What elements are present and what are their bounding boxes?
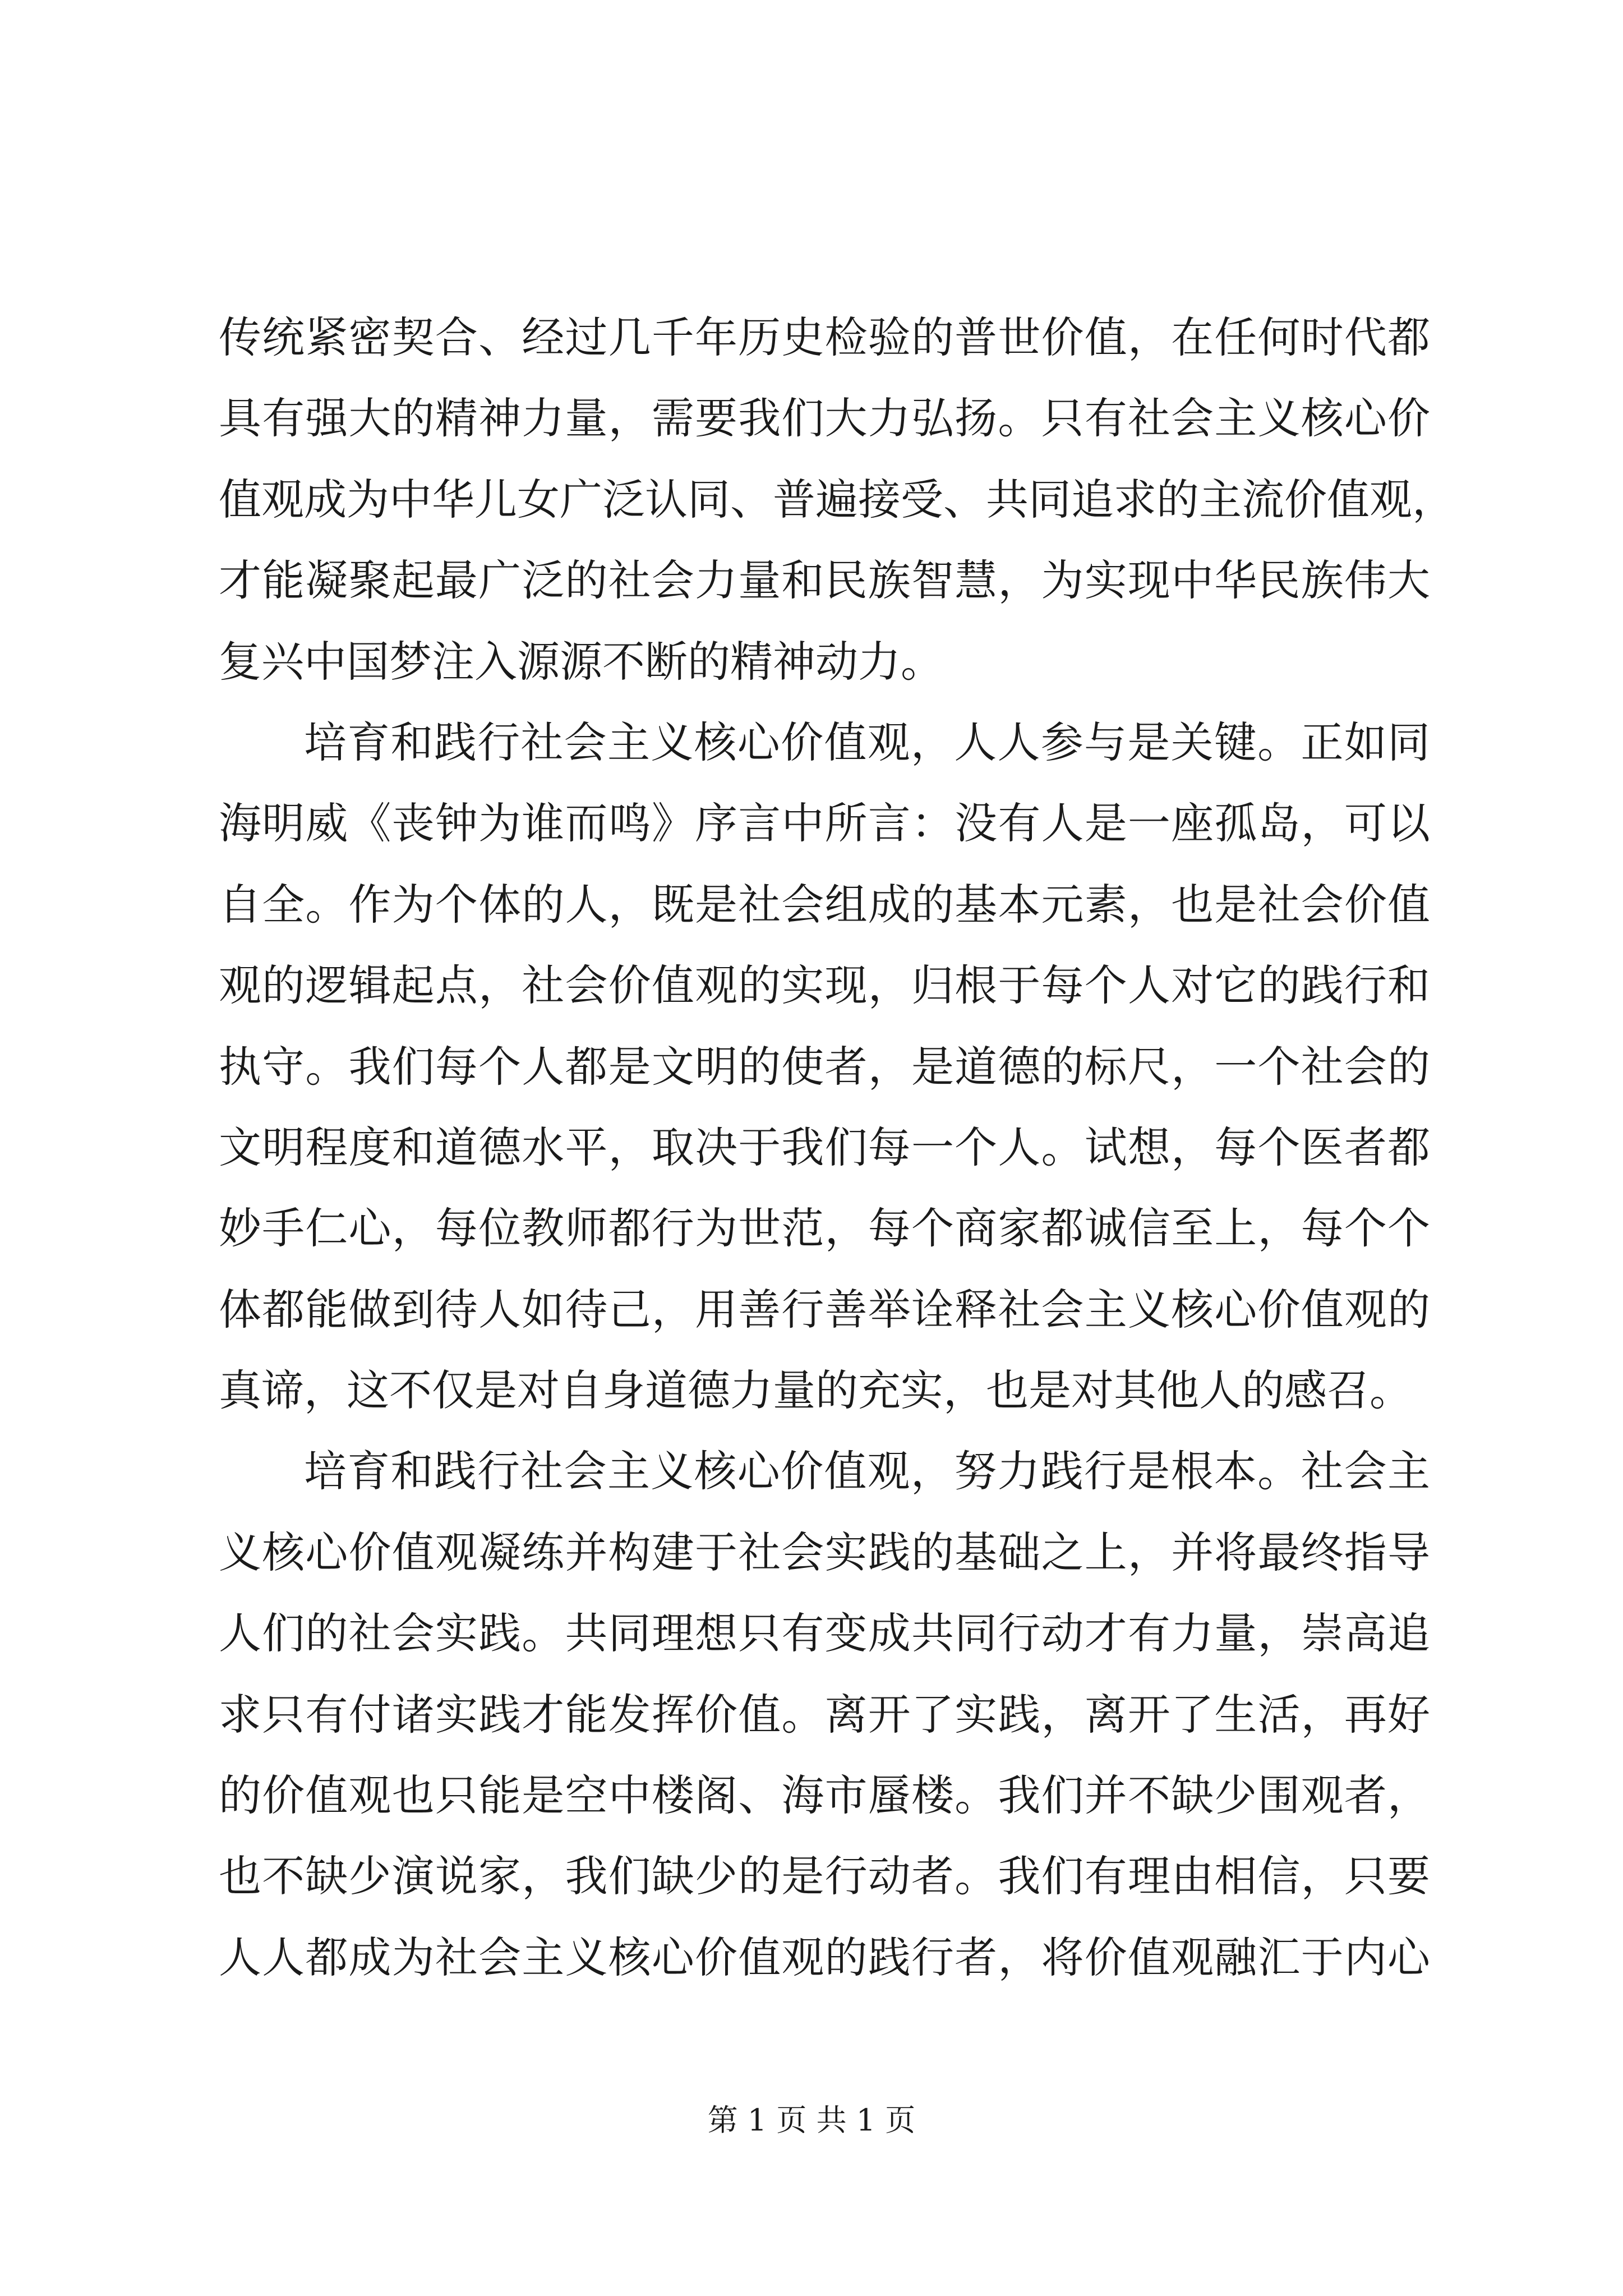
text-line: 也不缺少演说家，我们缺少的是行动者。我们有理由相信，只要 (219, 1851, 1430, 1902)
text-line: 复兴中国梦注入源源不断的精神动力。 (219, 636, 943, 687)
text-line: 具有强大的精神力量，需要我们大力弘扬。只有社会主义核心价 (219, 393, 1430, 444)
text-line: 文明程度和道德水平，取决于我们每一个人。试想，每个医者都 (219, 1122, 1430, 1172)
text-line: 培育和践行社会主义核心价值观，人人参与是关键。正如同 (304, 717, 1430, 767)
paragraph-3 (219, 1431, 1430, 1998)
text-line: 体都能做到待人如待己，用善行善举诠释社会主义核心价值观的 (219, 1284, 1430, 1335)
text-line: 求只有付诸实践才能发挥价值。离开了实践，离开了生活，再好 (219, 1689, 1430, 1740)
paragraph-2 (219, 702, 1430, 1432)
text-line: 真谛，这不仅是对自身道德力量的充实，也是对其他人的感召。 (219, 1365, 1412, 1416)
text-line: 自全。作为个体的人，既是社会组成的基本元素，也是社会价值 (219, 879, 1430, 930)
text-line: 人们的社会实践。共同理想只有变成共同行动才有力量，崇高追 (219, 1608, 1430, 1659)
text-line: 培育和践行社会主义核心价值观，努力践行是根本。社会主 (304, 1446, 1430, 1497)
text-line: 人人都成为社会主义核心价值观的践行者，将价值观融汇于内心 (219, 1932, 1430, 1982)
text-line: 才能凝聚起最广泛的社会力量和民族智慧，为实现中华民族伟大 (219, 555, 1430, 606)
text-line: 的价值观也只能是空中楼阁、海市蜃楼。我们并不缺少围观者， (219, 1770, 1430, 1821)
text-line: 执守。我们每个人都是文明的使者，是道德的标尺，一个社会的 (219, 1041, 1430, 1092)
text-line: 海明威《丧钟为谁而鸣》序言中所言：没有人是一座孤岛，可以 (219, 798, 1430, 849)
text-line: 义核心价值观凝练并构建于社会实践的基础之上，并将最终指导 (219, 1527, 1430, 1577)
page-footer: 第 1 页 共 1 页 (707, 2102, 916, 2138)
text-line: 观的逻辑起点，社会价值观的实现，归根于每个人对它的践行和 (219, 960, 1430, 1011)
paragraph-1 (219, 297, 1455, 702)
text-line: 传统紧密契合、经过几千年历史检验的普世价值，在任何时代都 (219, 312, 1430, 362)
text-line: 妙手仁心，每位教师都行为世范，每个商家都诚信至上，每个个 (219, 1203, 1430, 1254)
text-line: 值观成为中华儿女广泛认同、普遍接受、共同追求的主流价值观， (219, 474, 1455, 524)
body-text (219, 297, 1455, 1998)
